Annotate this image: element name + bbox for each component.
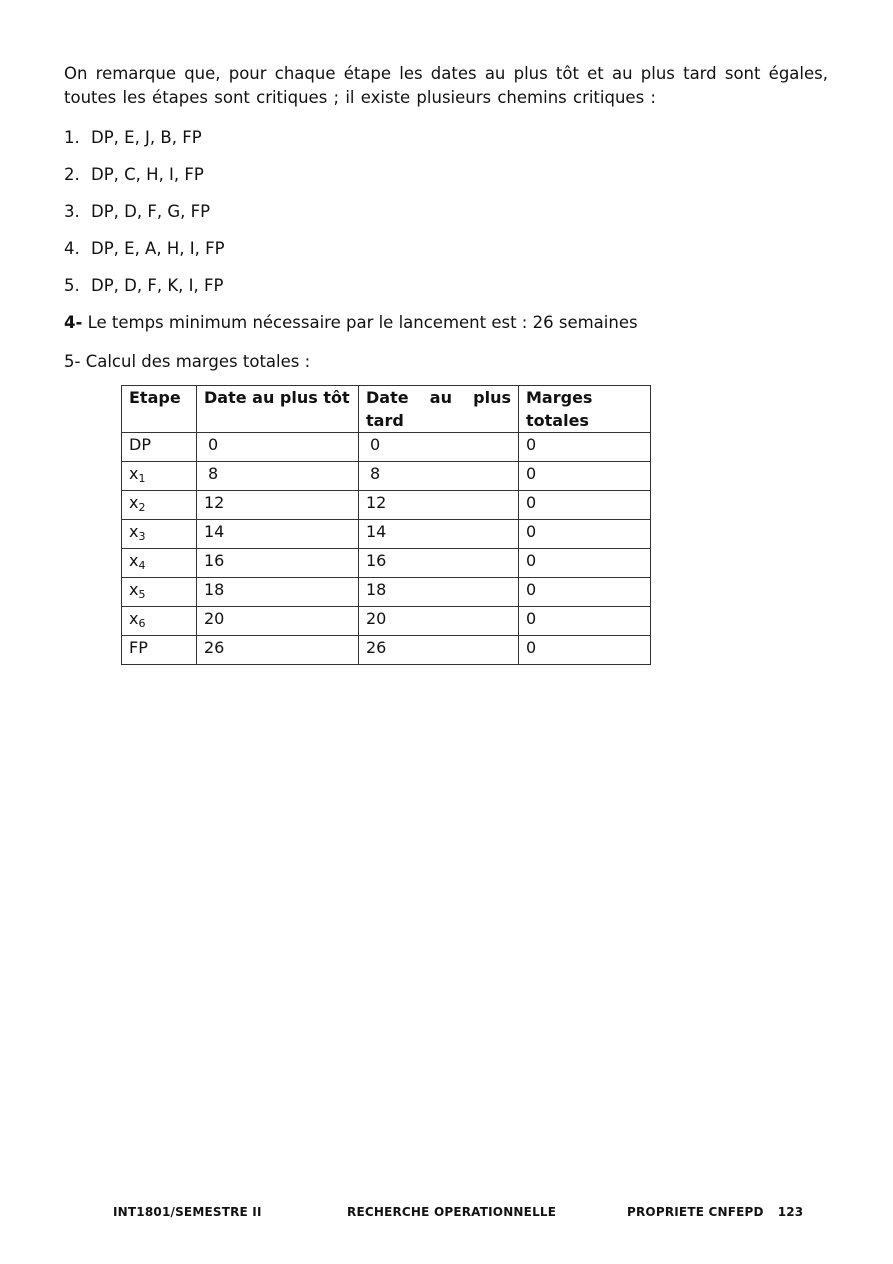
footer-owner: PROPRIETE CNFEPD (627, 1205, 764, 1219)
cell-tot: 12 (197, 491, 359, 520)
path-text: DP, C, H, I, FP (91, 165, 204, 184)
header-date-tard-text: Date au plus tard (366, 388, 511, 430)
cell-marge: 0 (519, 549, 651, 578)
cell-etape (122, 491, 197, 520)
header-marges: Marges totales (519, 386, 651, 433)
cell-marge: 0 (519, 636, 651, 665)
header-date-tot: Date au plus tôt (197, 386, 359, 433)
cell-etape (122, 578, 197, 607)
list-item (64, 126, 225, 163)
etape-label: x (129, 580, 139, 599)
list-item (64, 200, 225, 237)
cell-tard: 20 (359, 607, 519, 636)
intro-paragraph: On remarque que, pour chaque étape les dates au plus tôt et au plus tard sont égales, toutes les étapes sont critiques ; il existe plusieurs chemins critiques : (64, 64, 828, 107)
cell-tot: 20 (197, 607, 359, 636)
list-number: 3. (64, 202, 80, 221)
table-row (122, 462, 651, 491)
etape-label: DP (129, 435, 151, 454)
critical-paths-list (64, 126, 225, 311)
header-date-tard (359, 386, 519, 433)
list-number: 4. (64, 239, 80, 258)
marges-table (121, 385, 651, 665)
cell-tot: 18 (197, 578, 359, 607)
etape-label: x (129, 464, 139, 483)
cell-tard: 26 (359, 636, 519, 665)
minimum-time-label: 4- (64, 313, 83, 332)
etape-label: FP (129, 638, 148, 657)
etape-subscript: 6 (138, 617, 146, 630)
marges-heading: 5- Calcul des marges totales : (64, 352, 311, 371)
cell-etape (122, 549, 197, 578)
footer-ownership (627, 1205, 803, 1219)
cell-tot: 16 (197, 549, 359, 578)
table-row (122, 491, 651, 520)
cell-tot: 0 (197, 433, 359, 462)
etape-subscript: 3 (138, 530, 146, 543)
path-text: DP, D, F, K, I, FP (91, 276, 224, 295)
cell-tot: 14 (197, 520, 359, 549)
footer-course-code: INT1801/SEMESTRE II (113, 1205, 262, 1219)
table-row (122, 549, 651, 578)
table-row (122, 578, 651, 607)
path-text: DP, E, A, H, I, FP (91, 239, 225, 258)
list-number: 1. (64, 128, 80, 147)
cell-marge: 0 (519, 607, 651, 636)
etape-subscript: 2 (138, 501, 146, 514)
table-row (122, 636, 651, 665)
cell-tard: 16 (359, 549, 519, 578)
list-item (64, 274, 225, 311)
page-number: 123 (777, 1205, 804, 1219)
list-number: 2. (64, 165, 80, 184)
etape-label: x (129, 522, 139, 541)
cell-marge: 0 (519, 578, 651, 607)
etape-label: x (129, 609, 139, 628)
cell-tard: 12 (359, 491, 519, 520)
table-row (122, 433, 651, 462)
path-text: DP, E, J, B, FP (91, 128, 202, 147)
etape-subscript: 5 (138, 588, 146, 601)
cell-marge: 0 (519, 433, 651, 462)
etape-label: x (129, 493, 139, 512)
list-item (64, 237, 225, 274)
cell-tard: 8 (359, 462, 519, 491)
cell-marge: 0 (519, 520, 651, 549)
cell-marge: 0 (519, 462, 651, 491)
path-text: DP, D, F, G, FP (91, 202, 211, 221)
cell-etape (122, 433, 197, 462)
minimum-time-text: Le temps minimum nécessaire par le lancement est : 26 semaines (82, 313, 638, 332)
cell-tot: 8 (197, 462, 359, 491)
list-item (64, 163, 225, 200)
cell-tard: 14 (359, 520, 519, 549)
table-header-row (122, 386, 651, 433)
table-row (122, 520, 651, 549)
etape-subscript: 1 (138, 472, 146, 485)
cell-tard: 0 (359, 433, 519, 462)
etape-subscript: 4 (138, 559, 146, 572)
list-number: 5. (64, 276, 80, 295)
cell-tot: 26 (197, 636, 359, 665)
cell-etape (122, 636, 197, 665)
cell-marge: 0 (519, 491, 651, 520)
header-etape: Etape (122, 386, 197, 433)
cell-etape (122, 520, 197, 549)
minimum-time-line (64, 311, 638, 335)
cell-tard: 18 (359, 578, 519, 607)
table-row (122, 607, 651, 636)
etape-label: x (129, 551, 139, 570)
footer-course-title: RECHERCHE OPERATIONNELLE (347, 1205, 557, 1219)
cell-etape (122, 462, 197, 491)
cell-etape (122, 607, 197, 636)
